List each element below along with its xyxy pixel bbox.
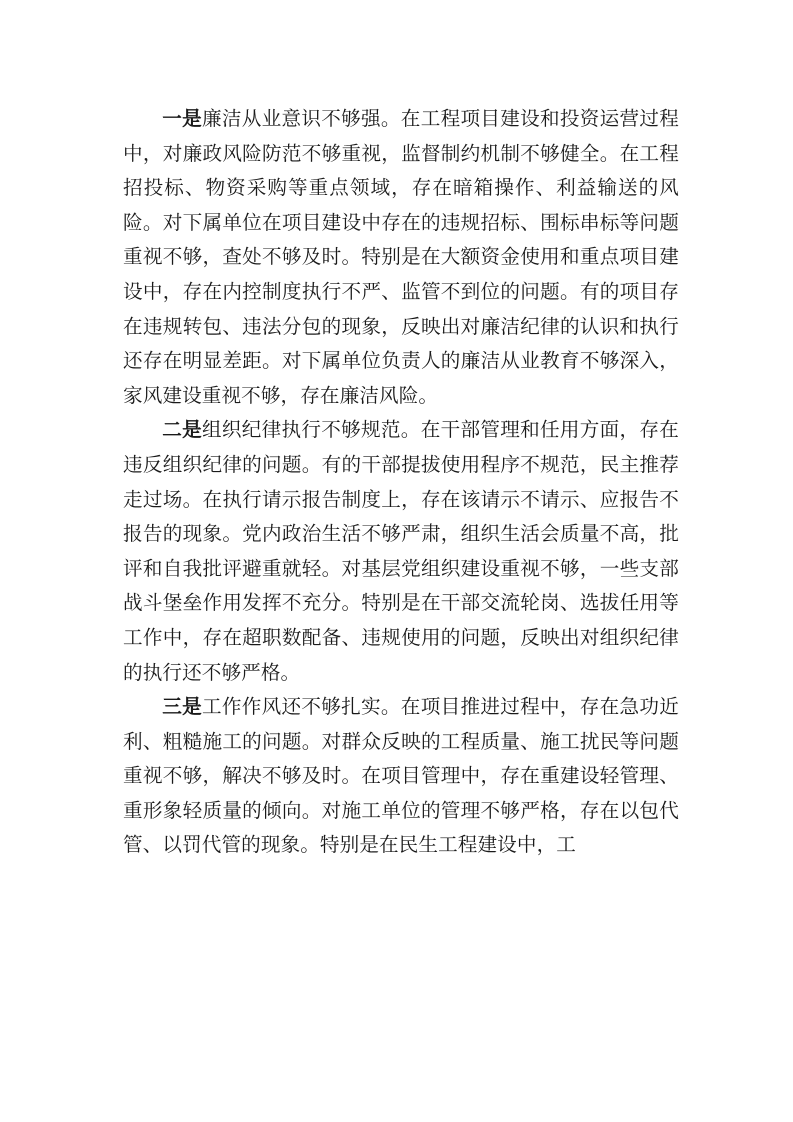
paragraph-2-lead: 二是 (162, 418, 202, 442)
paragraph-2-text: 组织纪律执行不够规范。在干部管理和任用方面，存在违反组织纪律的问题。有的干部提拔使用程序不规范，民主推荐走过场。在执行请示报告制度上，存在该请示不请示、应报告不报告的现象。党内政治生活不够严肃，组织生活会质量不高，批评和自我批评避重就轻。对基层党组织建设重视不够，一些支部战斗堡垒作用发挥不充分。特别是在干部交流轮岗、选拔任用等工作中，存在超职数配备、违规使用的问题，反映出对组织纪律的执行还不够严格。 (123, 418, 680, 684)
paragraph-1-text: 廉洁从业意识不够强。在工程项目建设和投资运营过程中，对廉政风险防范不够重视，监督制约机制不够健全。在工程招投标、物资采购等重点领域，存在暗箱操作、利益输送的风险。对下属单位在项目建设中存在的违规招标、围标串标等问题重视不够，查处不够及时。特别是在大额资金使用和重点项目建设中，存在内控制度执行不严、监管不到位的问题。有的项目存在违规转包、违法分包的现象，反映出对廉洁纪律的认识和执行还存在明显差距。对下属单位负责人的廉洁从业教育不够深入，家风建设重视不够，存在廉洁风险。 (123, 107, 680, 407)
paragraph-3-text: 工作作风还不够扎实。在项目推进过程中，存在急功近利、粗糙施工的问题。对群众反映的工程质量、施工扰民等问题重视不够，解决不够及时。在项目管理中，存在重建设轻管理、重形象轻质量的倾向。对施工单位的管理不够严格，存在以包代管、以罚代管的现象。特别是在民生工程建设中，工 (123, 695, 680, 857)
paragraph-1-lead: 一是 (162, 107, 202, 130)
paragraph-3 (123, 690, 679, 863)
paragraph-2 (123, 413, 679, 690)
paragraph-3-lead: 三是 (162, 695, 202, 719)
document-body (123, 102, 679, 863)
paragraph-1 (123, 102, 679, 413)
